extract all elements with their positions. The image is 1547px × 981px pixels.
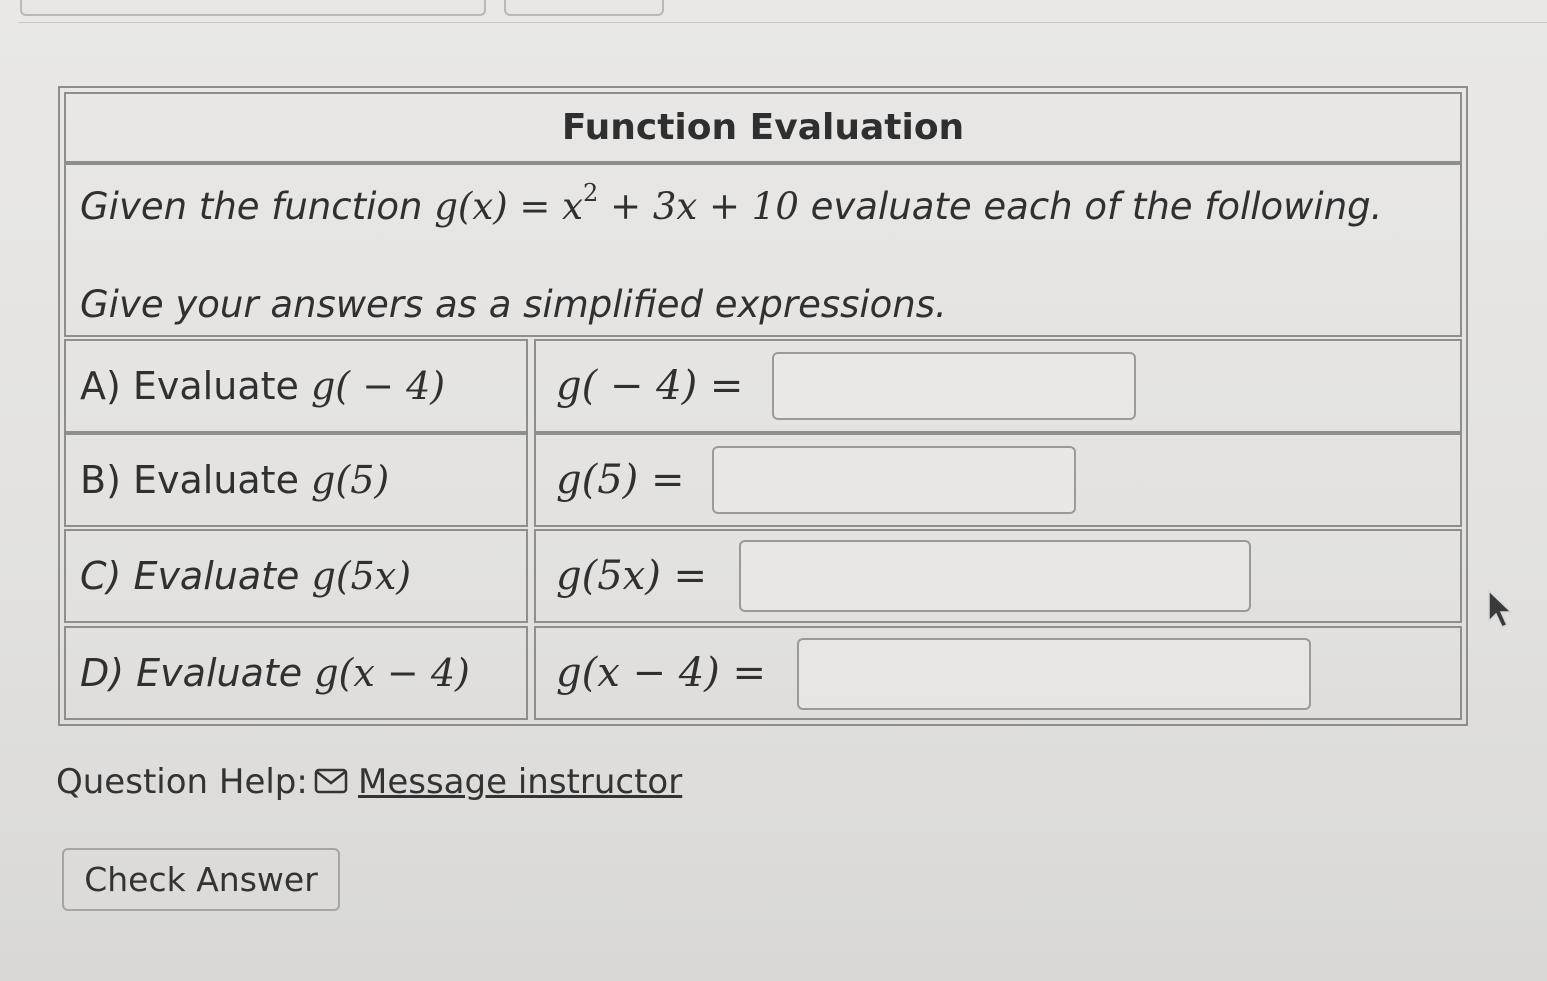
answer-input-b[interactable] xyxy=(712,446,1076,514)
mouse-cursor-icon xyxy=(1486,589,1514,631)
row-a-label: A) Evaluate g( − 4) xyxy=(80,364,446,408)
function-exponent: 2 xyxy=(583,179,599,207)
row-a-equation: g( − 4) = xyxy=(556,363,744,409)
function-math-rest: + 3x + 10 xyxy=(598,185,799,228)
message-instructor-link[interactable]: Message instructor xyxy=(358,762,683,802)
mail-icon[interactable] xyxy=(314,768,348,794)
question-help-label: Question Help: xyxy=(56,762,308,802)
row-b-label-cell xyxy=(64,433,528,527)
function-statement xyxy=(80,179,1382,228)
function-math: g(x) = x xyxy=(434,185,584,228)
intro-cell xyxy=(64,163,1462,337)
row-b-label: B) Evaluate g(5) xyxy=(80,458,390,502)
row-d-label: D) Evaluate g(x − 4) xyxy=(80,651,470,695)
row-c-label: C) Evaluate g(5x) xyxy=(80,554,412,598)
answer-input-d[interactable] xyxy=(797,638,1311,710)
row-c-equation: g(5x) = xyxy=(556,553,708,599)
row-a-label-cell xyxy=(64,339,528,433)
table-title-cell xyxy=(64,92,1462,163)
instruction-text: Give your answers as a simplified expressions. xyxy=(80,283,947,326)
row-b-equation: g(5) = xyxy=(556,457,685,503)
divider xyxy=(18,22,1547,23)
top-tab-left xyxy=(20,0,486,16)
row-d-equation: g(x − 4) = xyxy=(556,650,766,696)
row-c-label-cell xyxy=(64,529,528,623)
answer-input-a[interactable] xyxy=(772,352,1136,420)
table-title: Function Evaluation xyxy=(561,107,965,148)
row-d-label-cell xyxy=(64,626,528,720)
function-evaluation-table xyxy=(58,86,1468,726)
intro-prefix: Given the function xyxy=(80,185,435,228)
intro-suffix: evaluate each of the following. xyxy=(798,185,1383,228)
answer-input-c[interactable] xyxy=(739,540,1251,612)
top-tab-right xyxy=(504,0,664,16)
check-answer-button[interactable]: Check Answer xyxy=(62,848,340,911)
